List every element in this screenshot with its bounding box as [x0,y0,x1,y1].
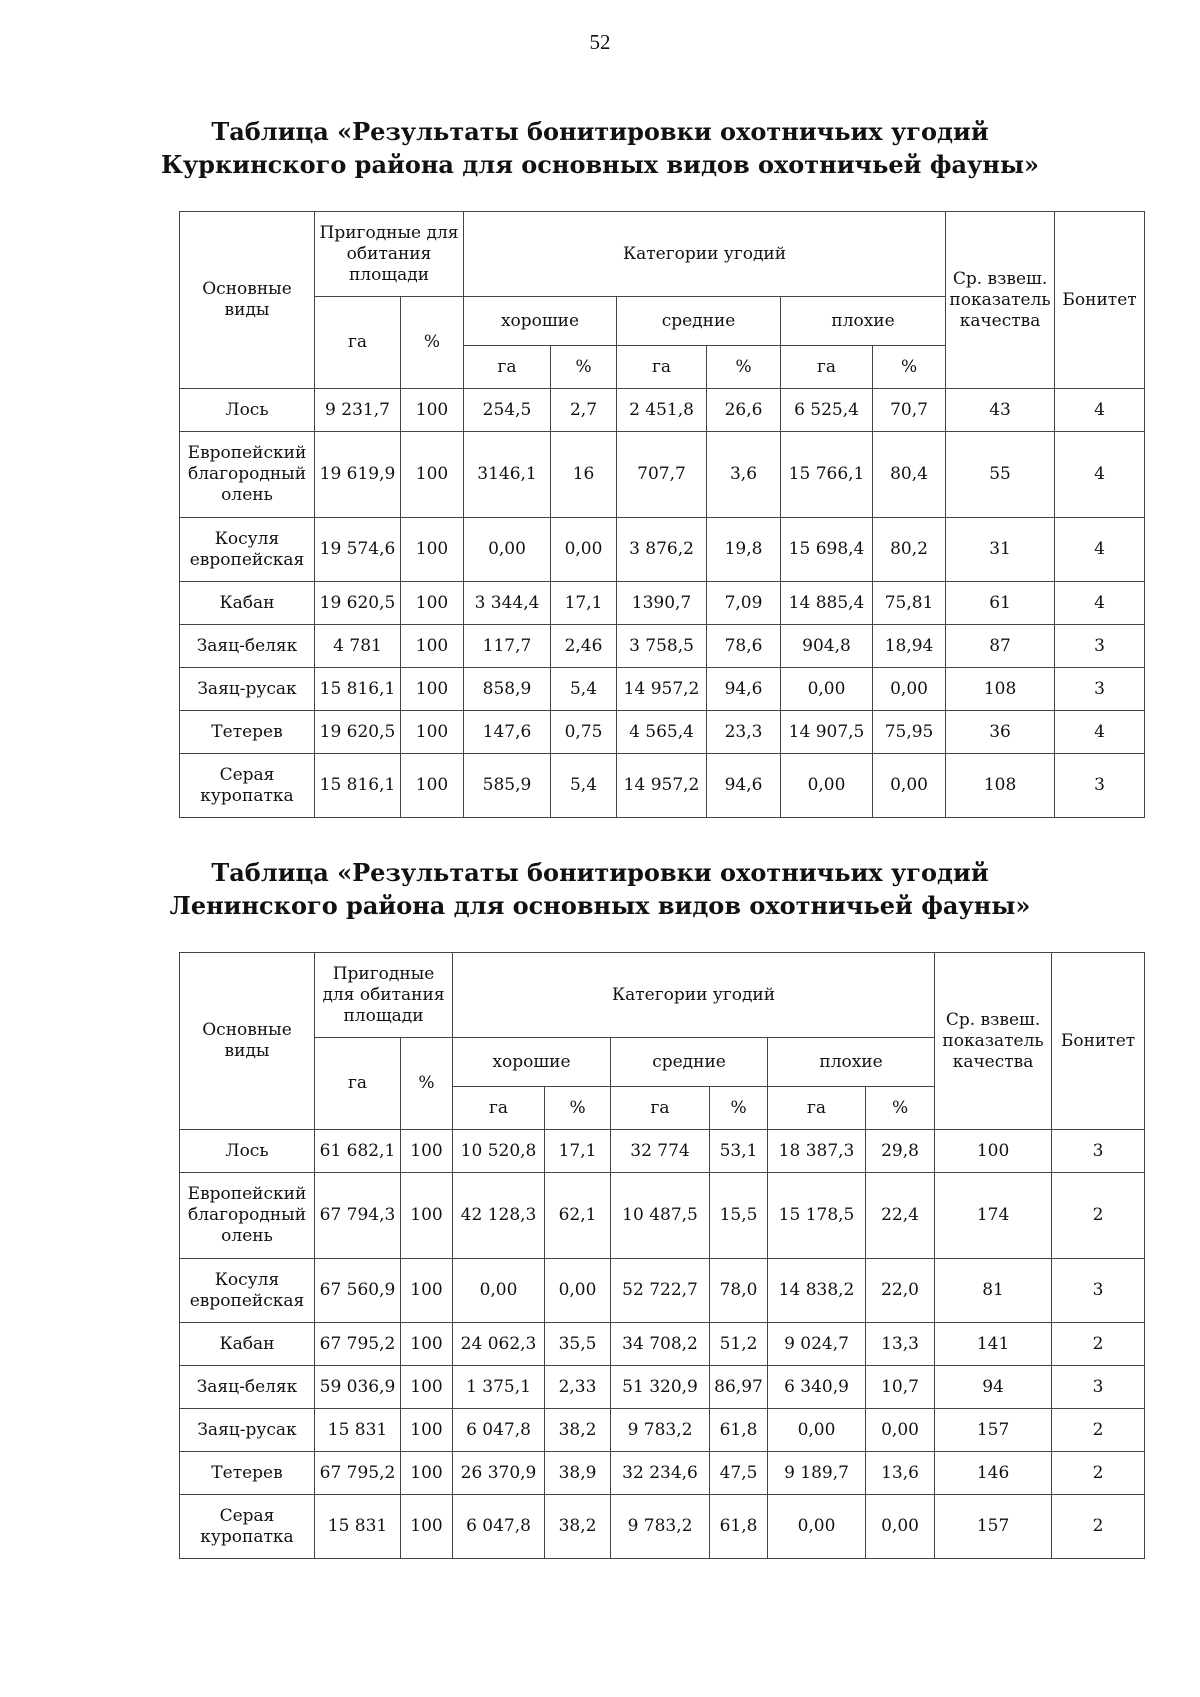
header-area-pct: % [401,297,464,389]
cell-good-ha: 3 344,4 [464,582,551,625]
table-row [180,1452,1145,1495]
cell-poor-ha: 0,00 [768,1495,866,1559]
cell-avg-quality: 31 [946,518,1055,582]
cell-area-ha: 4 781 [315,625,401,668]
cell-medium-ha: 1390,7 [617,582,707,625]
cell-poor-pct: 75,81 [873,582,946,625]
cell-medium-ha: 3 758,5 [617,625,707,668]
cell-bonitet: 4 [1055,711,1145,754]
cell-medium-pct: 78,6 [707,625,781,668]
cell-avg-quality: 100 [935,1130,1052,1173]
table-row [180,389,1145,432]
cell-area-pct: 100 [401,432,464,518]
bonitet-table-leninsky [179,952,1145,1559]
cell-good-ha: 858,9 [464,668,551,711]
cell-poor-ha: 0,00 [781,668,873,711]
cell-area-pct: 100 [401,1323,453,1366]
cell-bonitet: 2 [1052,1452,1145,1495]
cell-species: Европейский благородный олень [180,1173,315,1259]
cell-bonitet: 2 [1052,1409,1145,1452]
table-body [180,1130,1145,1559]
table-title-leninsky [0,856,1200,922]
cell-poor-ha: 18 387,3 [768,1130,866,1173]
cell-good-pct: 17,1 [551,582,617,625]
cell-poor-pct: 18,94 [873,625,946,668]
cell-avg-quality: 36 [946,711,1055,754]
table-title-line: Куркинского района для основных видов охотничьей фауны» [160,150,1039,179]
cell-medium-pct: 94,6 [707,754,781,818]
table-row [180,754,1145,818]
cell-avg-quality: 87 [946,625,1055,668]
cell-avg-quality: 157 [935,1495,1052,1559]
cell-bonitet: 3 [1055,754,1145,818]
table-title-line: Ленинского района для основных видов охотничьей фауны» [169,891,1031,920]
cell-good-ha: 26 370,9 [453,1452,545,1495]
cell-area-pct: 100 [401,1173,453,1259]
table-body [180,389,1145,818]
header-good-pct: % [545,1087,611,1130]
cell-medium-pct: 47,5 [710,1452,768,1495]
cell-area-ha: 9 231,7 [315,389,401,432]
cell-avg-quality: 61 [946,582,1055,625]
cell-avg-quality: 141 [935,1323,1052,1366]
header-bonitet: Бонитет [1055,212,1145,389]
cell-poor-ha: 6 340,9 [768,1366,866,1409]
cell-bonitet: 3 [1052,1130,1145,1173]
cell-poor-ha: 14 838,2 [768,1259,866,1323]
cell-bonitet: 4 [1055,582,1145,625]
table-title-line: Таблица «Результаты бонитировки охотничьих угодий [211,858,989,887]
cell-species: Косуля европейская [180,518,315,582]
table-row [180,625,1145,668]
cell-poor-pct: 80,2 [873,518,946,582]
cell-good-ha: 3146,1 [464,432,551,518]
cell-medium-ha: 51 320,9 [611,1366,710,1409]
cell-good-pct: 5,4 [551,668,617,711]
cell-poor-pct: 0,00 [866,1495,935,1559]
cell-good-pct: 38,2 [545,1409,611,1452]
cell-area-pct: 100 [401,389,464,432]
cell-area-ha: 19 619,9 [315,432,401,518]
cell-area-ha: 15 831 [315,1495,401,1559]
cell-good-ha: 6 047,8 [453,1495,545,1559]
cell-good-pct: 17,1 [545,1130,611,1173]
cell-area-pct: 100 [401,1452,453,1495]
cell-medium-ha: 9 783,2 [611,1409,710,1452]
cell-good-pct: 2,7 [551,389,617,432]
table-title-kurkinsky [0,115,1200,181]
header-medium-pct: % [710,1087,768,1130]
header-poor-pct: % [866,1087,935,1130]
header-suitable-area: Пригодные для обитания площади [315,953,453,1038]
cell-medium-ha: 52 722,7 [611,1259,710,1323]
header-categories: Категории угодий [464,212,946,297]
cell-medium-pct: 78,0 [710,1259,768,1323]
cell-area-ha: 67 795,2 [315,1452,401,1495]
cell-poor-ha: 904,8 [781,625,873,668]
cell-good-ha: 6 047,8 [453,1409,545,1452]
cell-medium-ha: 14 957,2 [617,668,707,711]
cell-good-ha: 24 062,3 [453,1323,545,1366]
cell-medium-pct: 3,6 [707,432,781,518]
cell-medium-ha: 4 565,4 [617,711,707,754]
cell-medium-pct: 53,1 [710,1130,768,1173]
header-medium-pct: % [707,346,781,389]
cell-good-ha: 147,6 [464,711,551,754]
header-medium-ha: га [611,1087,710,1130]
cell-area-pct: 100 [401,1409,453,1452]
cell-good-pct: 2,46 [551,625,617,668]
table-row [180,668,1145,711]
cell-bonitet: 3 [1052,1366,1145,1409]
header-species: Основные виды [180,212,315,389]
cell-avg-quality: 43 [946,389,1055,432]
cell-good-pct: 16 [551,432,617,518]
cell-medium-pct: 15,5 [710,1173,768,1259]
cell-area-ha: 19 620,5 [315,582,401,625]
cell-area-ha: 15 816,1 [315,668,401,711]
cell-good-pct: 38,2 [545,1495,611,1559]
cell-area-pct: 100 [401,1495,453,1559]
table-row [180,1495,1145,1559]
cell-avg-quality: 55 [946,432,1055,518]
header-area-pct: % [401,1038,453,1130]
header-bonitet: Бонитет [1052,953,1145,1130]
cell-area-pct: 100 [401,518,464,582]
cell-good-ha: 10 520,8 [453,1130,545,1173]
cell-poor-pct: 75,95 [873,711,946,754]
header-medium-ha: га [617,346,707,389]
header-avg-quality: Ср. взвеш. показатель качества [946,212,1055,389]
header-avg-quality: Ср. взвеш. показатель качества [935,953,1052,1130]
cell-avg-quality: 81 [935,1259,1052,1323]
cell-poor-ha: 0,00 [768,1409,866,1452]
cell-area-ha: 67 795,2 [315,1323,401,1366]
table-row [180,582,1145,625]
cell-poor-ha: 6 525,4 [781,389,873,432]
table-row [180,711,1145,754]
cell-area-pct: 100 [401,1130,453,1173]
cell-area-ha: 19 574,6 [315,518,401,582]
cell-area-pct: 100 [401,668,464,711]
cell-poor-pct: 10,7 [866,1366,935,1409]
table-row [180,518,1145,582]
header-good-pct: % [551,346,617,389]
header-good: хорошие [464,297,617,346]
cell-poor-pct: 13,3 [866,1323,935,1366]
cell-species: Серая куропатка [180,754,315,818]
cell-avg-quality: 108 [946,754,1055,818]
cell-poor-pct: 13,6 [866,1452,935,1495]
cell-species: Заяц-русак [180,1409,315,1452]
cell-area-pct: 100 [401,754,464,818]
cell-species: Европейский благородный олень [180,432,315,518]
header-area-ha: га [315,297,401,389]
table-row [180,1323,1145,1366]
cell-medium-ha: 10 487,5 [611,1173,710,1259]
cell-area-ha: 61 682,1 [315,1130,401,1173]
cell-good-ha: 117,7 [464,625,551,668]
cell-good-pct: 5,4 [551,754,617,818]
cell-medium-pct: 26,6 [707,389,781,432]
table-row [180,1259,1145,1323]
cell-bonitet: 4 [1055,389,1145,432]
cell-species: Заяц-беляк [180,1366,315,1409]
header-categories: Категории угодий [453,953,935,1038]
cell-medium-ha: 2 451,8 [617,389,707,432]
cell-area-ha: 15 831 [315,1409,401,1452]
cell-poor-pct: 22,0 [866,1259,935,1323]
cell-bonitet: 4 [1055,518,1145,582]
cell-bonitet: 2 [1052,1173,1145,1259]
header-medium: средние [617,297,781,346]
cell-medium-pct: 51,2 [710,1323,768,1366]
cell-poor-ha: 14 885,4 [781,582,873,625]
cell-poor-pct: 0,00 [873,668,946,711]
cell-medium-pct: 61,8 [710,1495,768,1559]
cell-good-ha: 254,5 [464,389,551,432]
cell-good-ha: 1 375,1 [453,1366,545,1409]
table-row [180,1366,1145,1409]
cell-medium-pct: 23,3 [707,711,781,754]
cell-bonitet: 4 [1055,432,1145,518]
cell-good-pct: 0,00 [545,1259,611,1323]
cell-bonitet: 3 [1055,625,1145,668]
cell-poor-ha: 9 189,7 [768,1452,866,1495]
cell-good-ha: 0,00 [453,1259,545,1323]
cell-poor-pct: 0,00 [866,1409,935,1452]
cell-good-pct: 38,9 [545,1452,611,1495]
cell-good-pct: 2,33 [545,1366,611,1409]
cell-poor-pct: 22,4 [866,1173,935,1259]
cell-poor-ha: 9 024,7 [768,1323,866,1366]
table-title-line: Таблица «Результаты бонитировки охотничьих угодий [211,117,989,146]
cell-avg-quality: 174 [935,1173,1052,1259]
cell-poor-pct: 80,4 [873,432,946,518]
cell-medium-pct: 19,8 [707,518,781,582]
cell-poor-ha: 15 178,5 [768,1173,866,1259]
table-row [180,1130,1145,1173]
header-poor: плохие [768,1038,935,1087]
cell-area-pct: 100 [401,711,464,754]
cell-poor-ha: 14 907,5 [781,711,873,754]
cell-bonitet: 2 [1052,1323,1145,1366]
cell-species: Лось [180,1130,315,1173]
cell-avg-quality: 108 [946,668,1055,711]
cell-area-ha: 59 036,9 [315,1366,401,1409]
cell-species: Косуля европейская [180,1259,315,1323]
cell-bonitet: 3 [1055,668,1145,711]
cell-poor-ha: 15 766,1 [781,432,873,518]
cell-poor-pct: 0,00 [873,754,946,818]
cell-area-pct: 100 [401,582,464,625]
page-number: 52 [589,30,611,54]
header-good-ha: га [453,1087,545,1130]
header-good: хорошие [453,1038,611,1087]
header-species: Основные виды [180,953,315,1130]
cell-medium-ha: 32 234,6 [611,1452,710,1495]
cell-species: Заяц-русак [180,668,315,711]
cell-species: Тетерев [180,711,315,754]
cell-medium-ha: 34 708,2 [611,1323,710,1366]
cell-avg-quality: 146 [935,1452,1052,1495]
cell-bonitet: 2 [1052,1495,1145,1559]
cell-bonitet: 3 [1052,1259,1145,1323]
cell-area-ha: 15 816,1 [315,754,401,818]
cell-area-ha: 67 560,9 [315,1259,401,1323]
cell-medium-pct: 86,97 [710,1366,768,1409]
header-area-ha: га [315,1038,401,1130]
cell-good-ha: 585,9 [464,754,551,818]
table-row [180,1173,1145,1259]
table-row [180,432,1145,518]
cell-species: Кабан [180,1323,315,1366]
cell-good-pct: 0,00 [551,518,617,582]
cell-avg-quality: 157 [935,1409,1052,1452]
header-poor-ha: га [781,346,873,389]
header-suitable-area: Пригодные для обитания площади [315,212,464,297]
header-poor-ha: га [768,1087,866,1130]
cell-medium-ha: 14 957,2 [617,754,707,818]
cell-area-pct: 100 [401,1259,453,1323]
cell-species: Заяц-беляк [180,625,315,668]
cell-good-pct: 35,5 [545,1323,611,1366]
bonitet-table-kurkinsky [179,211,1145,818]
header-poor-pct: % [873,346,946,389]
header-poor: плохие [781,297,946,346]
table-row [180,1409,1145,1452]
cell-medium-ha: 32 774 [611,1130,710,1173]
cell-good-ha: 42 128,3 [453,1173,545,1259]
cell-area-pct: 100 [401,625,464,668]
cell-medium-pct: 7,09 [707,582,781,625]
cell-area-ha: 19 620,5 [315,711,401,754]
cell-species: Тетерев [180,1452,315,1495]
cell-medium-ha: 3 876,2 [617,518,707,582]
cell-area-pct: 100 [401,1366,453,1409]
header-medium: средние [611,1038,768,1087]
cell-species: Кабан [180,582,315,625]
cell-species: Серая куропатка [180,1495,315,1559]
cell-medium-ha: 9 783,2 [611,1495,710,1559]
cell-good-pct: 62,1 [545,1173,611,1259]
cell-good-ha: 0,00 [464,518,551,582]
cell-species: Лось [180,389,315,432]
cell-area-ha: 67 794,3 [315,1173,401,1259]
cell-poor-ha: 15 698,4 [781,518,873,582]
cell-good-pct: 0,75 [551,711,617,754]
cell-medium-ha: 707,7 [617,432,707,518]
cell-medium-pct: 94,6 [707,668,781,711]
header-good-ha: га [464,346,551,389]
cell-poor-ha: 0,00 [781,754,873,818]
cell-avg-quality: 94 [935,1366,1052,1409]
cell-medium-pct: 61,8 [710,1409,768,1452]
cell-poor-pct: 29,8 [866,1130,935,1173]
cell-poor-pct: 70,7 [873,389,946,432]
